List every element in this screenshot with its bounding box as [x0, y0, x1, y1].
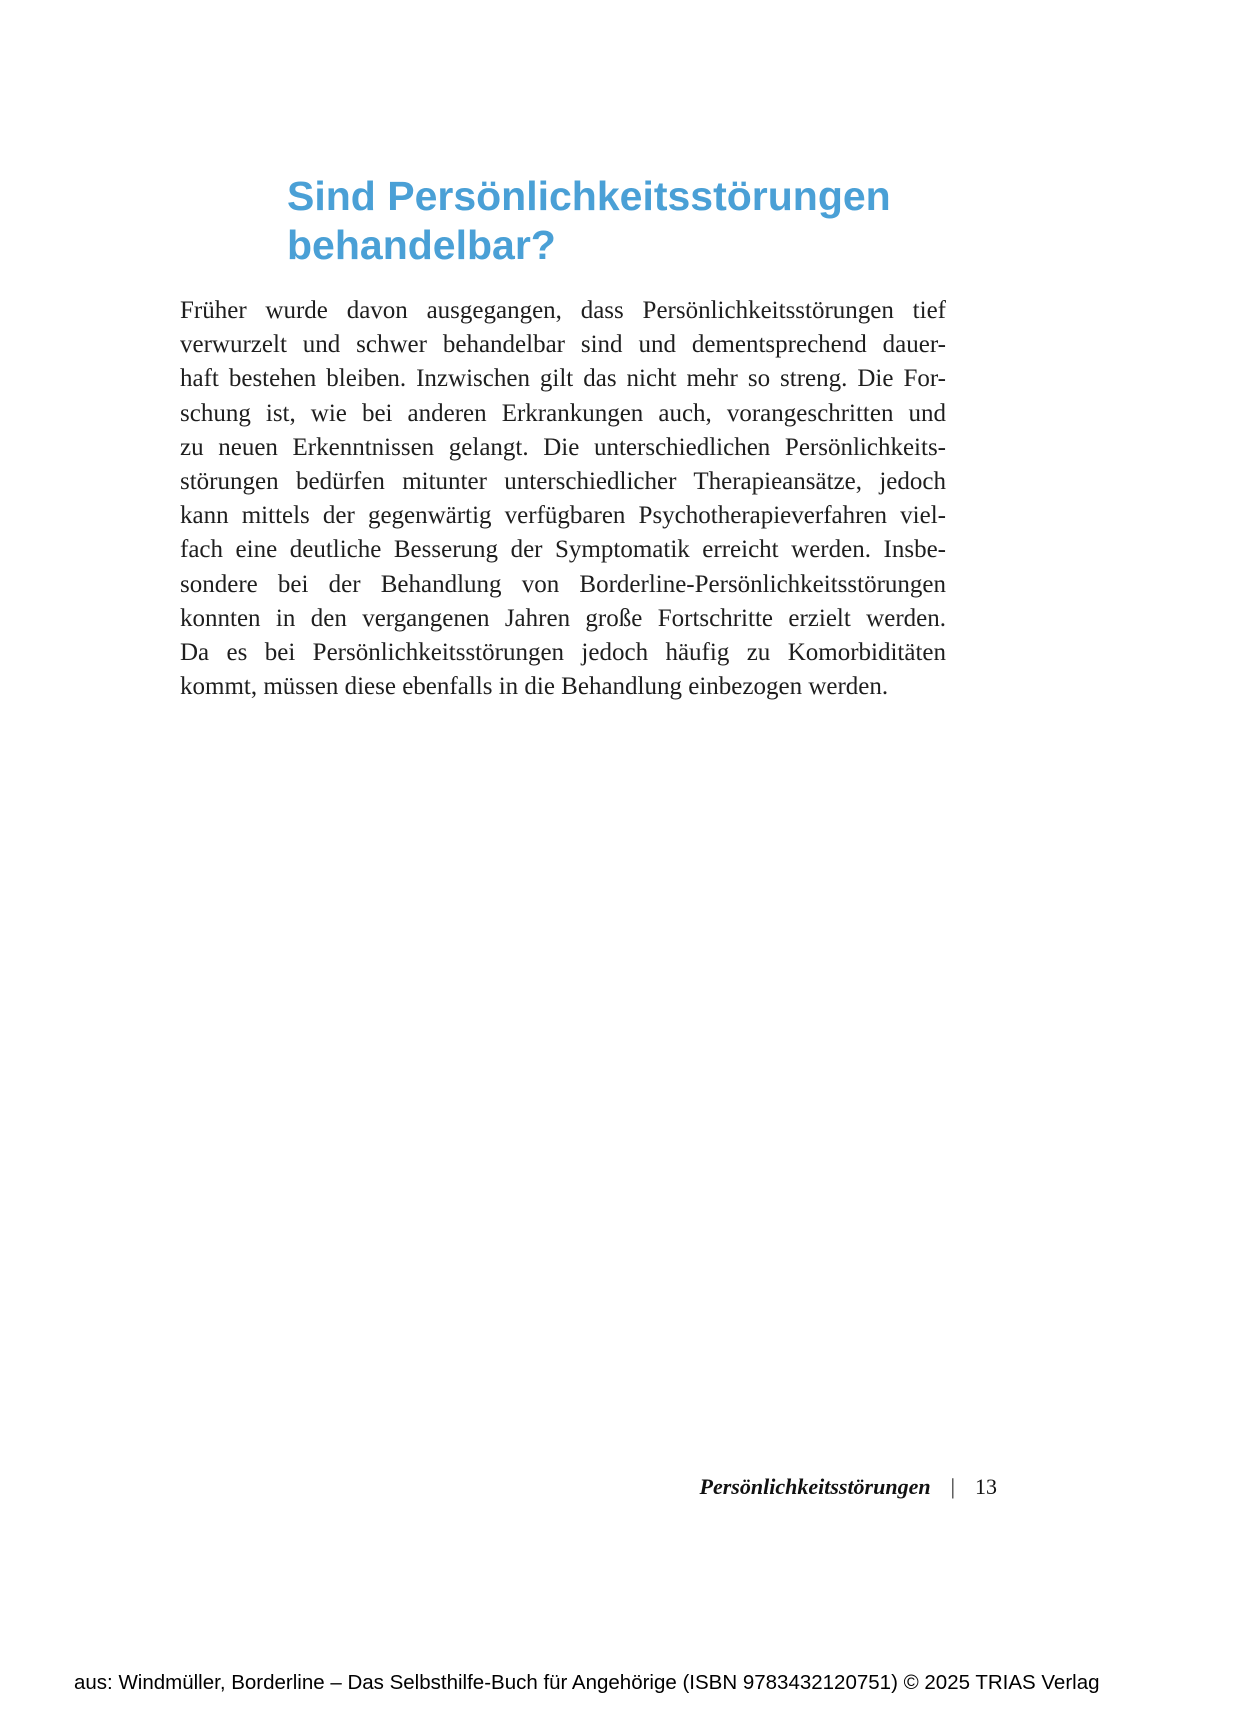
- body-line: sondere bei der Behandlung von Borderline-Persönlichkeitsstörungen: [180, 570, 946, 598]
- body-line: kommt, müssen diese ebenfalls in die Behandlung einbezogen werden.: [180, 673, 889, 701]
- body-line: Da es bei Persönlichkeitsstörungen jedoch häufig zu Komorbiditäten: [180, 639, 946, 667]
- body-line: fach eine deutliche Besserung der Symptomatik erreicht werden. Insbe-: [180, 536, 946, 564]
- page-footer: [700, 1474, 997, 1500]
- page-title-line-2: behandelbar?: [287, 222, 556, 268]
- credit-line: aus: Windmüller, Borderline – Das Selbsthilfe-Buch für Angehörige (ISBN 9783432120751) © 2025 TRIAS Verlag: [74, 1671, 1100, 1694]
- running-head: Persönlichkeitsstörungen: [699, 1474, 931, 1499]
- page-title: [287, 172, 891, 270]
- footer-separator: |: [950, 1474, 955, 1499]
- body-line: schung ist, wie bei anderen Erkrankungen auch, vorangeschritten und: [180, 399, 946, 427]
- body-line: haft bestehen bleiben. Inzwischen gilt das nicht mehr so streng. Die For-: [180, 365, 946, 393]
- body-paragraph: [180, 294, 946, 704]
- body-line: verwurzelt und schwer behandelbar sind und dementsprechend dauer-: [180, 331, 946, 359]
- body-line: Früher wurde davon ausgegangen, dass Persönlichkeitsstörungen tief: [180, 297, 946, 324]
- page-number: 13: [975, 1474, 997, 1499]
- body-line: zu neuen Erkenntnissen gelangt. Die unterschiedlichen Persönlichkeits-: [180, 433, 946, 461]
- body-line: kann mittels der gegenwärtig verfügbaren Psychotherapieverfahren viel-: [180, 502, 946, 530]
- body-line: konnten in den vergangenen Jahren große Fortschritte erzielt werden.: [180, 604, 946, 632]
- page-title-line-1: Sind Persönlichkeitsstörungen: [287, 173, 891, 219]
- body-line: störungen bedürfen mitunter unterschiedlicher Therapieansätze, jedoch: [180, 468, 946, 496]
